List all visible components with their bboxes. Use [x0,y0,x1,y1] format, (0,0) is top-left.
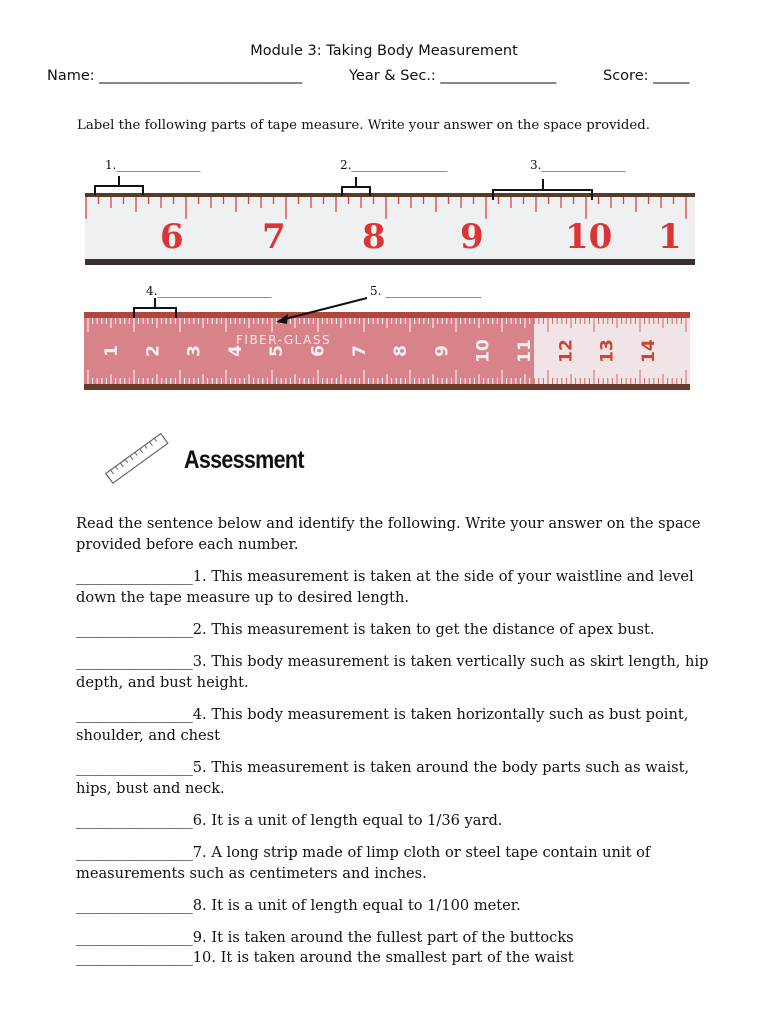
bottom-ruler-number: 12 [556,339,577,363]
year-section-field[interactable]: Year & Sec.: ________________ [349,68,557,84]
item-text: 6. It is a unit of length equal to 1/36 yard. [192,812,503,829]
item-text: 8. It is a unit of length equal to 1/100 meter. [192,897,521,914]
bottom-ruler-number: 13 [597,339,618,363]
item-text: 9. It is taken around the fullest part of the buttocks [192,929,574,946]
bottom-ruler-number: 9 [432,345,453,357]
bottom-tape-measure [84,312,690,390]
assessment-item [76,705,716,746]
tape-measure-figure [0,0,768,400]
answer-blank[interactable]: ________________ [76,897,193,914]
score-field[interactable]: Score: _____ [603,68,690,84]
answer-blank[interactable]: ________________ [76,844,193,861]
assessment-item [76,948,716,969]
assessment-item [76,843,716,884]
instruction-text: Label the following parts of tape measure. Write your answer on the space provided. [77,118,650,133]
item-text: 2. This measurement is taken to get the distance of apex bust. [192,621,655,638]
assessment-item [76,567,716,608]
assessment-item [76,928,716,949]
ruler-icon [100,430,176,490]
bottom-ruler-number: 6 [308,345,329,357]
item-text: 3. This body measurement is taken vertically such as skirt length, hip depth, and bust height. [76,653,709,691]
item-text: 5. This measurement is taken around the body parts such as waist, hips, bust and neck. [76,759,690,797]
top-ruler-number: 7 [262,217,286,257]
bottom-ruler-number: 7 [349,345,370,357]
bottom-ruler-number: 1 [102,345,122,357]
top-ruler-number: 9 [460,217,484,257]
fiber-glass-imprint: FIBER-GLASS [236,333,332,347]
bottom-ruler-number: 2 [143,345,164,357]
bottom-ruler-number: 11 [515,339,535,363]
label-2[interactable]: 2.________________ [340,158,448,172]
item-text: 10. It is taken around the smallest part of the waist [192,949,574,966]
assessment-item [76,758,716,799]
answer-blank[interactable]: ________________ [76,653,193,670]
bottom-ruler-number: 14 [638,339,659,363]
bottom-ruler-number: 10 [473,339,494,363]
answer-blank[interactable]: ________________ [76,949,193,966]
top-ruler-number: 6 [160,217,184,257]
item-text: 7. A long strip made of limp cloth or steel tape contain unit of measurements such as centimeters and inches. [76,844,651,882]
bottom-ruler-number: 4 [225,345,246,357]
assessment-intro: Read the sentence below and identify the following. Write your answer on the space provided before each number. [76,515,701,553]
answer-blank[interactable]: ________________ [76,568,193,585]
item-text: 1. This measurement is taken at the side of your waistline and level down the tape measure up to desired length. [76,568,694,606]
label-5[interactable]: 5. ________________ [370,284,482,298]
assessment-item [76,652,716,693]
assessment-item [76,620,716,641]
answer-blank[interactable]: ________________ [76,621,193,638]
assessment-item [76,896,716,917]
answer-blank[interactable]: ________________ [76,706,193,723]
label-1[interactable]: 1.______________ [105,158,201,172]
top-ruler-number: 1 [658,217,682,257]
label-4[interactable]: 4.___________________ [146,284,272,298]
answer-blank[interactable]: ________________ [76,759,193,776]
bottom-ruler-number: 8 [391,345,412,357]
label-3[interactable]: 3.______________ [530,158,626,172]
page-title: Module 3: Taking Body Measurement [250,43,518,59]
name-field[interactable]: Name: ____________________________ [47,68,303,84]
assessment-item [76,811,716,832]
answer-blank[interactable]: ________________ [76,812,193,829]
answer-blank[interactable]: ________________ [76,929,193,946]
bottom-ruler-number: 3 [184,345,205,357]
item-text: 4. This body measurement is taken horizontally such as bust point, shoulder, and chest [76,706,689,744]
top-ruler-number: 10 [565,217,613,257]
bottom-ruler-number: 5 [267,345,288,357]
top-tape-measure [85,193,695,265]
assessment-title: Assessment [184,446,304,474]
top-ruler-number: 8 [362,217,386,257]
